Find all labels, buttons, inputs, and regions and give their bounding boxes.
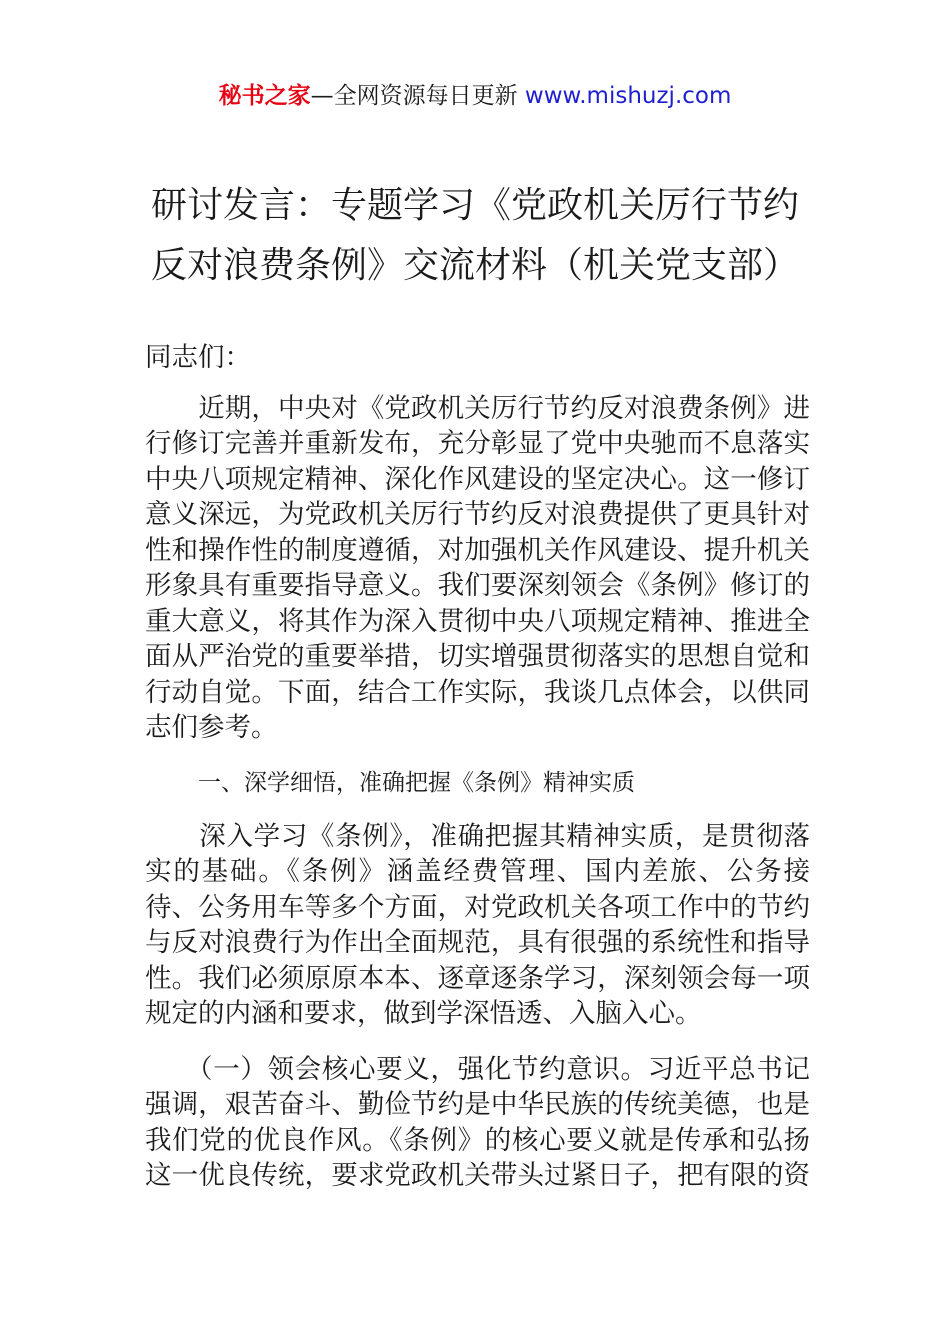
text-line: 这一优良传统，要求党政机关带头过紧日子，把有限的资: [145, 1160, 810, 1191]
text-line: 行动自觉。下面，结合工作实际，我谈几点体会，以供同: [145, 676, 810, 708]
document-body: [145, 340, 810, 1214]
text-line: 志们参考。: [145, 712, 278, 743]
text-line: 形象具有重要指导意义。我们要深刻领会《条例》修订的: [145, 570, 810, 601]
text-line: 近期，中央对《党政机关厉行节约反对浪费条例》进: [145, 392, 810, 424]
text-line: 强调，艰苦奋斗、勤俭节约是中华民族的传统美德，也是: [145, 1089, 810, 1120]
paragraph-intro: [145, 391, 810, 746]
text-line: 与反对浪费行为作出全面规范，具有很强的系统性和指导: [145, 927, 810, 958]
text-line: 面从严治党的重要举措，切实增强贯彻落实的思想自觉和: [145, 641, 810, 672]
text-line: 规定的内涵和要求，做到学深悟透、入脑入心。: [145, 998, 702, 1029]
text-line: （一）领会核心要义，强化节约意识。习近平总书记: [145, 1053, 810, 1085]
text-line: 性。我们必须原原本本、逐章逐条学习，深刻领会每一项: [145, 962, 810, 994]
text-line: 我们党的优良作风。《条例》的核心要义就是传承和弘扬: [145, 1124, 810, 1156]
title-line-2: 反对浪费条例》交流材料（机关党支部）: [150, 245, 799, 286]
text-line: 实的基础。《条例》涵盖经费管理、国内差旅、公务接: [145, 856, 810, 887]
paragraph-section-1: [145, 819, 810, 1032]
text-line: 重大意义，将其作为深入贯彻中央八项规定精神、推进全: [145, 605, 810, 637]
title-line-1: 研讨发言：专题学习《党政机关厉行节约: [150, 185, 799, 226]
header-tagline: —全网资源每日更新: [310, 83, 525, 109]
site-url-link[interactable]: www.mishuzj.com: [524, 83, 732, 109]
site-header: [0, 80, 950, 112]
text-line: 中央八项规定精神、深化作风建设的坚定决心。这一修订: [145, 463, 810, 495]
section-heading-1: 一、深学细悟，准确把握《条例》精神实质: [198, 769, 635, 796]
text-line: 意义深远，为党政机关厉行节约反对浪费提供了更具针对: [145, 499, 810, 530]
text-line: 行修订完善并重新发布，充分彰显了党中央驰而不息落实: [145, 428, 810, 459]
document-title: [100, 176, 850, 296]
brand-name: 秘书之家: [218, 83, 311, 109]
text-line: 待、公务用车等多个方面，对党政机关各项工作中的节约: [145, 891, 810, 923]
paragraph-subsection-1: [145, 1052, 810, 1194]
text-line: 性和操作性的制度遵循，对加强机关作风建设、提升机关: [145, 534, 810, 566]
text-line: 深入学习《条例》，准确把握其精神实质，是贯彻落: [145, 820, 810, 852]
greeting: 同志们：: [145, 342, 251, 373]
